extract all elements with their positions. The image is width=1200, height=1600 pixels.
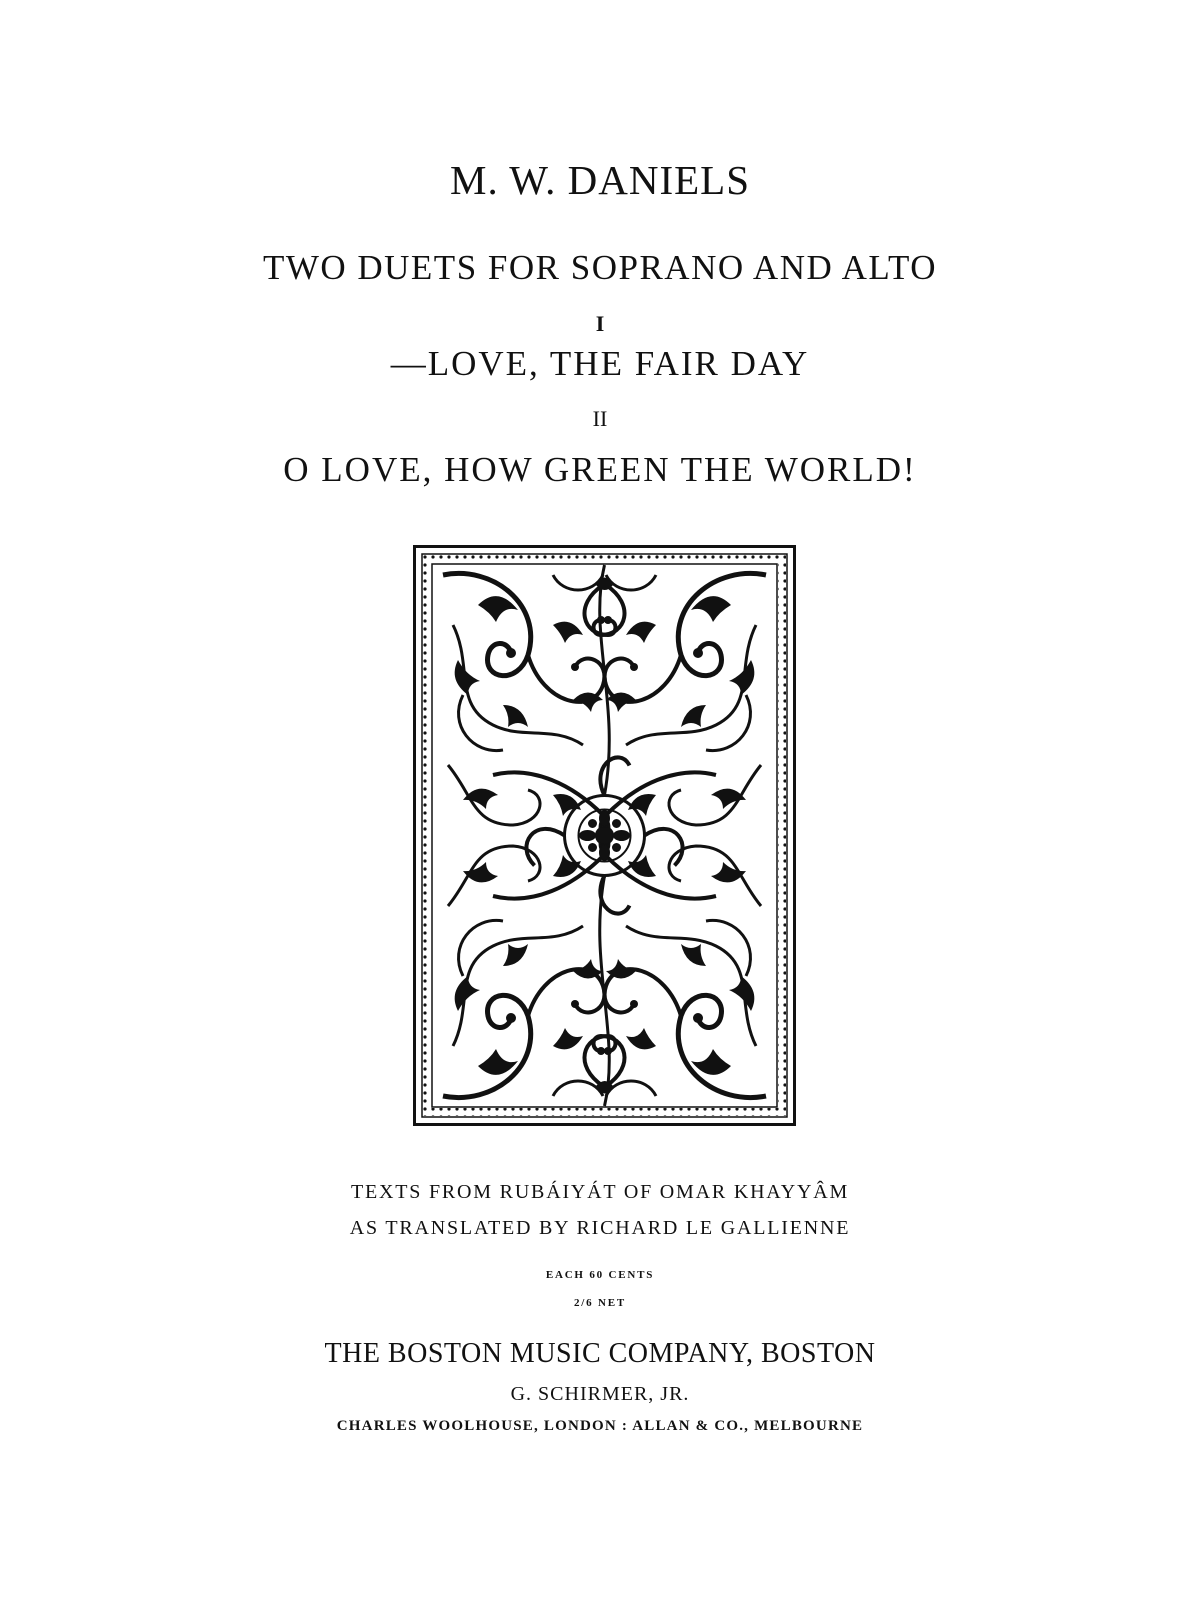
song-2-number: II	[592, 406, 608, 431]
song-1-number: I	[595, 311, 605, 336]
publisher-name: THE BOSTON MUSIC COMPANY, BOSTON	[324, 1338, 876, 1369]
price-each: EACH 60 CENTS	[545, 1269, 655, 1281]
song-1-title: —LOVE, THE FAIR DAY	[390, 344, 810, 383]
publisher-agent-2: CHARLES WOOLHOUSE, LONDON : ALLAN & CO., MELBOURNE	[336, 1418, 864, 1434]
price-net: 2/6 NET	[573, 1297, 627, 1309]
composer-name: M. W. DANIELS	[449, 157, 751, 203]
publisher-agent-1: G. SCHIRMER, JR.	[510, 1383, 690, 1405]
texts-source-line: TEXTS FROM RUBÁIYÁT OF OMAR KHAYYÂM	[350, 1181, 850, 1203]
song-2-title: O LOVE, HOW GREEN THE WORLD!	[283, 450, 917, 489]
work-subtitle: TWO DUETS FOR SOPRANO AND ALTO	[262, 248, 938, 287]
translator-line: AS TRANSLATED BY RICHARD LE GALLIENNE	[349, 1217, 851, 1239]
arabesque-ornament-icon	[413, 545, 796, 1126]
